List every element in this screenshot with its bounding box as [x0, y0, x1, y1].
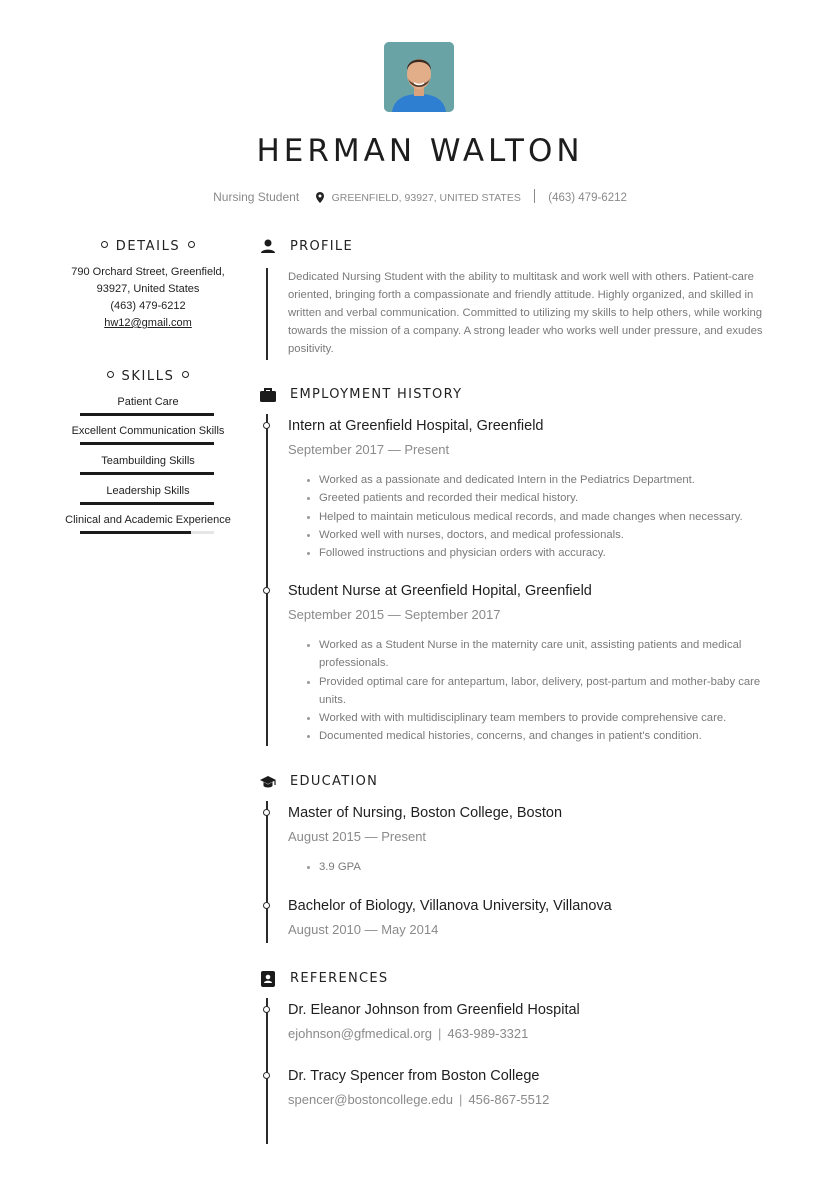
- timeline-node: [263, 809, 270, 816]
- skill-level-bar: [80, 413, 214, 416]
- list-item: • Worked as a passionate and dedicated Intern in the Pediatrics Department.: [319, 471, 793, 489]
- skills-heading: SKILLS: [60, 369, 236, 384]
- list-item: • Provided optimal care for antepartum, labor, delivery, post-partum and mother-baby care units.: [319, 673, 781, 710]
- circle-icon: [107, 371, 114, 378]
- job-title: Intern at Greenfield Hospital, Greenfield: [288, 418, 544, 434]
- education-heading: EDUCATION: [290, 774, 379, 789]
- reference-email[interactable]: spencer@bostoncollege.edu: [288, 1092, 453, 1107]
- list-item: • Helped to maintain meticulous medical records, and made changes when necessary.: [319, 508, 793, 526]
- education-dates: August 2010 — May 2014: [288, 922, 439, 937]
- skill-level-bar: [80, 442, 214, 445]
- skill-label: Excellent Communication Skills: [71, 425, 225, 437]
- skill-label: Leadership Skills: [106, 485, 190, 497]
- reference-name: Dr. Eleanor Johnson from Greenfield Hospital: [288, 1002, 580, 1018]
- list-item: • Documented medical histories, concerns, and changes in patient's condition.: [319, 727, 781, 745]
- education-bullets: [304, 858, 793, 876]
- skill-level-bar: [80, 502, 214, 505]
- references-heading: REFERENCES: [290, 971, 389, 986]
- timeline-node: [263, 1006, 270, 1013]
- circle-icon: [182, 371, 189, 378]
- list-item: • Greeted patients and recorded their medical history.: [319, 489, 793, 507]
- list-item: • Worked well with nurses, doctors, and medical professionals.: [319, 526, 793, 544]
- email-link[interactable]: hw12@gmail.com: [104, 317, 192, 329]
- circle-icon: [188, 241, 195, 248]
- details-phone: (463) 479-6212: [110, 300, 186, 312]
- address-line-1: 790 Orchard Street, Greenfield,: [71, 266, 225, 278]
- skill-level-bar: [80, 472, 214, 475]
- timeline-line: [266, 414, 268, 746]
- contact-card-icon: [259, 970, 277, 988]
- contact-line: [0, 189, 840, 206]
- skill-label: Patient Care: [117, 396, 179, 408]
- phone: (463) 479-6212: [548, 192, 627, 204]
- timeline-line: [266, 801, 268, 943]
- timeline-node: [263, 1072, 270, 1079]
- location: GREENFIELD, 93927, UNITED STATES: [331, 192, 521, 204]
- person-icon: [259, 238, 277, 256]
- briefcase-icon: [259, 386, 277, 404]
- map-pin-icon: [316, 192, 324, 206]
- profile-summary: Dedicated Nursing Student with the ability to multitask and work well with others. Patient-care oriented, bringing forth a compassionate and friendly attitude. Highly organized, and skilled in written and verbal communication. Committed to utilizing my skills to help others, while working towards the mission of a company. A strong leader who works well under pressure, and exudes positivity.: [288, 271, 763, 355]
- reference-email[interactable]: ejohnson@gfmedical.org: [288, 1026, 433, 1041]
- education-title: Bachelor of Biology, Villanova University, Villanova: [288, 898, 612, 914]
- job-bullets: [304, 636, 781, 746]
- reference-contact: ejohnson@gfmedical.org | 463-989-3321: [288, 1026, 529, 1041]
- address-line-2: 93927, United States: [96, 283, 200, 295]
- skill-label: Clinical and Academic Experience: [65, 514, 231, 526]
- reference-phone: 456-867-5512: [468, 1092, 550, 1107]
- divider: [534, 189, 535, 203]
- circle-icon: [101, 241, 108, 248]
- details-heading: DETAILS: [60, 239, 236, 254]
- timeline-line: [266, 268, 268, 360]
- reference-name: Dr. Tracy Spencer from Boston College: [288, 1068, 540, 1084]
- job-dates: September 2015 — September 2017: [288, 607, 501, 622]
- candidate-name: HERMAN WALTON: [256, 133, 584, 169]
- job-dates: September 2017 — Present: [288, 442, 450, 457]
- job-title: Student Nurse at Greenfield Hopital, Greenfield: [288, 583, 592, 599]
- profile-heading: PROFILE: [290, 239, 353, 254]
- list-item: • Followed instructions and physician orders with accuracy.: [319, 544, 793, 562]
- timeline-node: [263, 422, 270, 429]
- skill-level-bar: [80, 531, 214, 534]
- timeline-node: [263, 587, 270, 594]
- profile-photo: [384, 42, 454, 112]
- graduation-cap-icon: [259, 773, 277, 791]
- list-item: • Worked as a Student Nurse in the maternity care unit, assisting patients and medical professionals.: [319, 636, 781, 673]
- details-block: [60, 264, 236, 332]
- list-item: • 3.9 GPA: [319, 858, 793, 876]
- employment-heading: EMPLOYMENT HISTORY: [290, 387, 463, 402]
- job-bullets: [304, 471, 793, 562]
- role-title: Nursing Student: [213, 190, 300, 204]
- reference-phone: 463-989-3321: [447, 1026, 529, 1041]
- education-dates: August 2015 — Present: [288, 829, 427, 844]
- timeline-node: [263, 902, 270, 909]
- skill-label: Teambuilding Skills: [101, 455, 195, 467]
- reference-contact: spencer@bostoncollege.edu | 456-867-5512: [288, 1092, 550, 1107]
- timeline-line: [266, 998, 268, 1144]
- list-item: • Worked with with multidisciplinary team members to provide comprehensive care.: [319, 709, 781, 727]
- education-title: Master of Nursing, Boston College, Boston: [288, 805, 563, 821]
